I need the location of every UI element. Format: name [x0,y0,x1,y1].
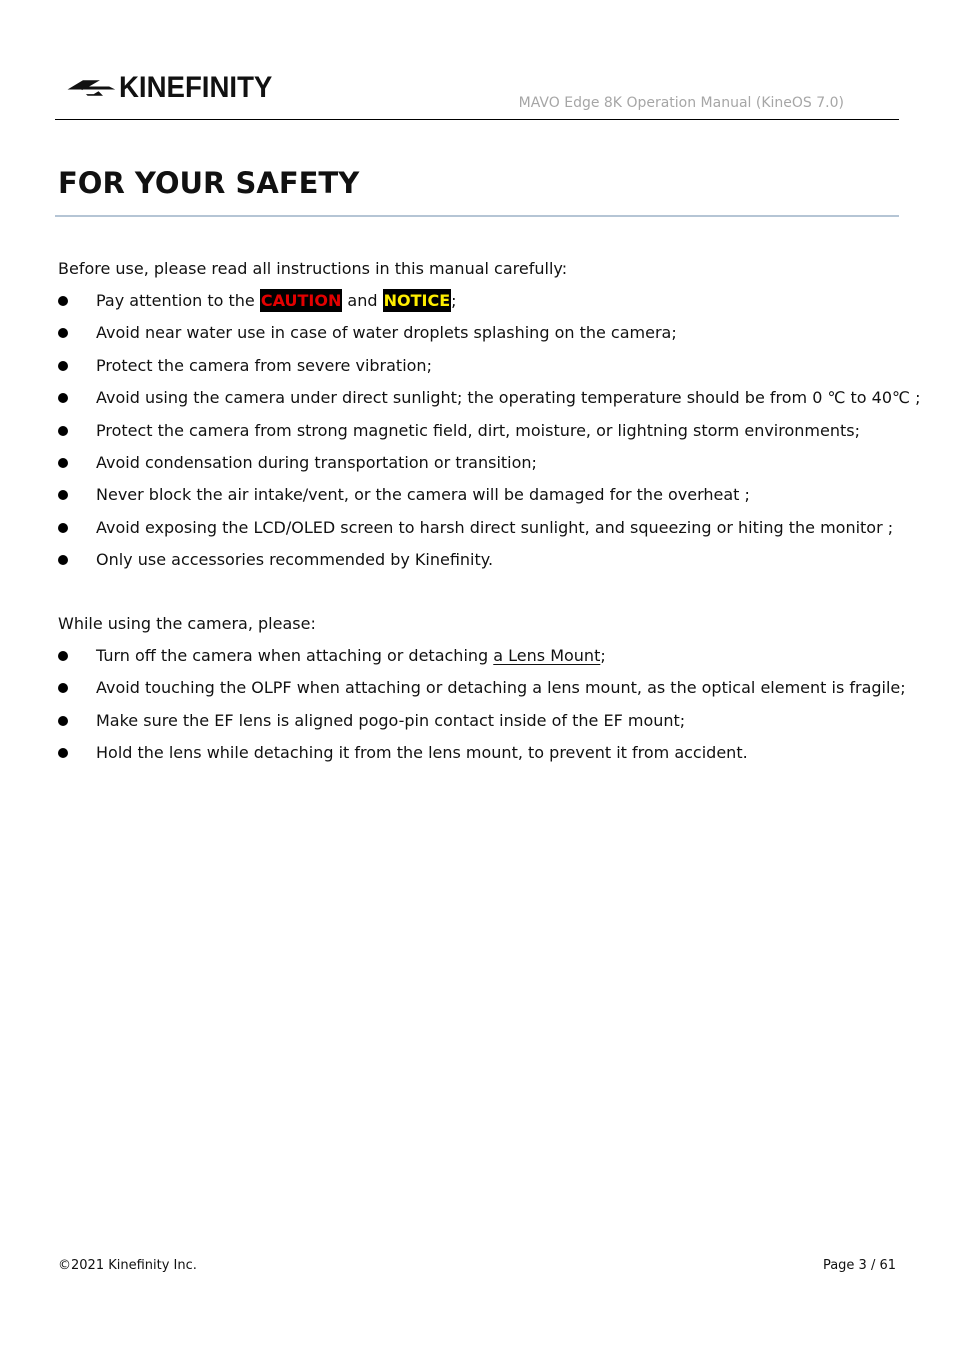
list-item [58,711,898,743]
brand-name: KINEFINITY [119,71,273,104]
kinefinity-logo [66,70,286,106]
list-item [58,518,898,550]
caution-label: CAUTION [260,291,342,310]
list-item-text: Protect the camera from severe vibration; [96,355,432,375]
list-item-text: Avoid touching the OLPF when attaching or detaching a lens mount, as the optical element is fragile; [96,678,906,698]
list-item [58,743,898,775]
list-item [58,323,898,355]
list-item-text: Only use accessories recommended by Kinefinity. [96,550,494,570]
header-divider [55,119,899,120]
list-item-text: Avoid near water use in case of water droplets splashing on the camera; [96,323,677,343]
bullet-icon [58,296,68,306]
section1-intro: Before use, please read all instructions in this manual carefully: [58,259,568,278]
bullet-icon [58,361,68,371]
list-item-text: Avoid using the camera under direct sunlight; the operating temperature should be from 0 ℃ to 40℃ ; [96,388,921,408]
list-item-text: Avoid condensation during transportation or transition; [96,452,537,472]
list-item-text: Pay attention to the [96,291,260,310]
list-item [58,678,906,710]
list-item [58,646,898,678]
bullet-icon [58,555,68,565]
list-item-text: and [342,291,383,310]
list-item-text: Never block the air intake/vent, or the camera will be damaged for the overheat ; [96,485,750,505]
bullet-icon [58,393,68,403]
page-title: FOR YOUR SAFETY [58,166,360,200]
list-item-text: Make sure the EF lens is aligned pogo-pin contact inside of the EF mount; [96,710,686,730]
list-item [58,453,898,485]
bullet-icon [58,748,68,758]
list-item-text: Avoid exposing the LCD/OLED screen to harsh direct sunlight, and squeezing or hiting the monitor ; [96,517,894,537]
list-item [58,356,898,388]
list-item [58,291,898,323]
kinefinity-logo-icon [66,70,115,106]
list-item [58,550,898,582]
list-item-text: Protect the camera from strong magnetic field, dirt, moisture, or lightning storm environments; [96,420,860,440]
bullet-icon [58,651,68,661]
bullet-icon [58,426,68,436]
section2-intro: While using the camera, please: [58,614,316,633]
list-item [58,485,898,517]
list-item-text: Hold the lens while detaching it from the lens mount, to prevent it from accident. [96,743,748,763]
section2-list [58,646,906,776]
list-item-text: ; [600,646,606,665]
footer-page-number: Page 3 / 61 [822,1258,896,1273]
bullet-icon [58,523,68,533]
list-item [58,388,921,420]
lens-mount-link[interactable]: a Lens Mount [493,646,601,665]
notice-label: NOTICE [383,291,451,310]
list-item [58,421,898,453]
title-divider [55,215,899,217]
bullet-icon [58,683,68,693]
footer-copyright: ©2021 Kinefinity Inc. [58,1258,197,1273]
bullet-icon [58,328,68,338]
document-title: MAVO Edge 8K Operation Manual (KineOS 7.0) [518,95,844,111]
bullet-icon [58,490,68,500]
bullet-icon [58,716,68,726]
bullet-icon [58,458,68,468]
list-item-text: Turn off the camera when attaching or detaching [96,646,494,665]
section1-list [58,291,921,583]
list-item-text: ; [451,291,457,310]
